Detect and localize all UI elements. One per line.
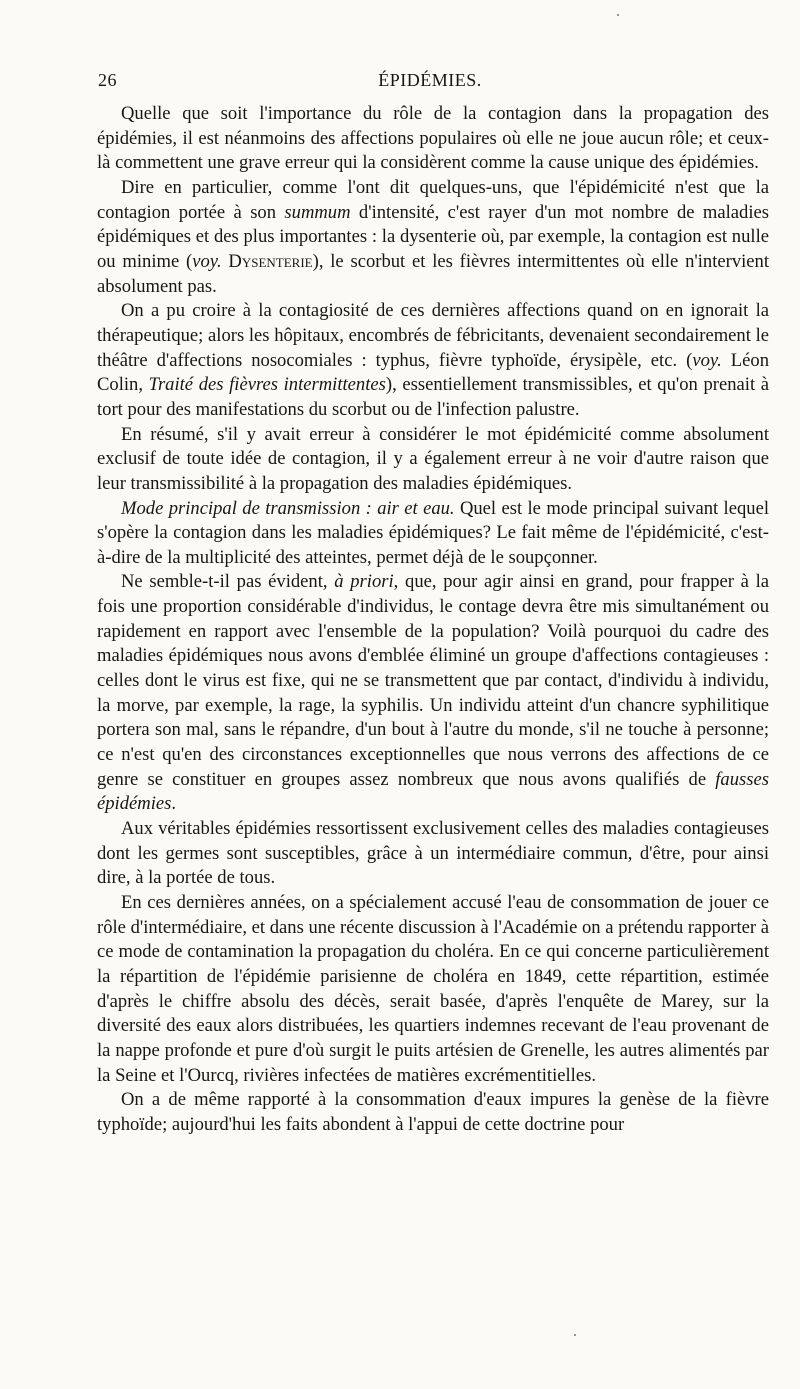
paragraph-epidemicite — [97, 176, 769, 299]
paragraph-a-priori — [97, 570, 769, 817]
italic-fausses-epidemies: fausses épidémies — [97, 768, 769, 815]
italic-a-priori: à priori — [334, 571, 394, 593]
paragraph-resume: En résumé, s'il y avait erreur à considérer le mot épidémicité comme absolument exclusif de toute idée de contagion, il y a également erreur à ne voir d'autre raison que leur transmissibilité à la propagation des maladies épidémiques. — [97, 423, 769, 494]
page-header — [98, 70, 762, 98]
text-run: ), essentiellement transmissibles, et qu'on prenait à tort pour des manifestations du scorbut ou de l'infection palustre. — [97, 374, 769, 420]
text-run: . — [171, 793, 177, 815]
section-heading-mode-transmission: Mode principal de transmission : air et eau. — [121, 497, 455, 519]
paragraph-fievre-typhoide: On a de même rapporté à la consommation d'eaux impures la genèse de la fièvre typhoïde; aujourd'hui les faits abondent à l'appui de cette doctrine pour — [97, 1089, 769, 1135]
italic-voy: voy. — [192, 250, 222, 272]
running-title: ÉPIDÉMIES. — [378, 70, 482, 90]
text-run: On a pu croire à la contagiosité de ces dernières affections quand on en ignorait la thérapeutique; alors les hôpitaux, encombrés de fébricitants, devenaient secondairement le théâtre d'affections nosocomiales : typhus, fièvre typhoïde, érysipèle, etc. ( — [97, 300, 769, 371]
text-run: ), le scorbut et les fièvres intermittentes où elle n'intervient absolument pas. — [97, 250, 769, 297]
paragraph-veritables-epidemies: Aux véritables épidémies ressortissent exclusivement celles des maladies contagieuses dont les germes sont susceptibles, grâce à un intermédiaire commun, d'être, pour ainsi dire, à la portée de tous. — [97, 818, 769, 889]
body-text — [97, 102, 769, 1138]
text-run: Quel est le mode principal suivant lequel s'opère la contagion dans les maladies épidémiques? Le fait même de l'épidémicité, c'est-à-dire de la multiplicité des atteintes, permet déjà de le soupçonner. — [97, 497, 769, 568]
text-run: Dire en particulier, comme l'ont dit quelques-uns, que l'épidémicité n'est que la contagion portée à son — [97, 176, 769, 223]
paragraph-contagion-role: Quelle que soit l'importance du rôle de la contagion dans la propagation des épidémies, il est néanmoins des affections populaires où elle ne joue aucun rôle; et ceux-là commettent une grave erreur qui la considèrent comme la cause unique des épidémies. — [97, 103, 769, 174]
paper-speck — [617, 14, 619, 16]
paper-speck — [574, 1334, 576, 1336]
text-run: Léon Colin, — [97, 349, 769, 396]
italic-book-title: Traité des fièvres intermittentes — [148, 374, 386, 396]
page-number: 26 — [98, 70, 117, 90]
italic-voy: voy. — [692, 349, 722, 371]
cross-reference-dysenterie: Dysenterie — [228, 250, 313, 272]
text-run: Ne semble-t-il pas évident, — [121, 571, 335, 593]
text-run: d'intensité, c'est rayer d'un mot nombre de maladies épidémiques et des plus importantes : la dysenterie où, par exemple, la contagion est nulle ou minime ( — [97, 201, 769, 272]
paragraph-eau-consommation: En ces dernières années, on a spécialement accusé l'eau de consommation de jouer ce rôle d'intermédiaire, et dans une récente discussion à l'Académie on a prétendu rapporter à ce mode de contamination la propagation du choléra. En ce qui concerne particulièrement la répartition de l'épidémie parisienne de choléra en 1849, cette répartition, estimée d'après le chiffre absolu des décès, serait basée, d'après l'enquête de Marey, sur la diversité des eaux alors distribuées, les quartiers indemnes recevant de l'eau provenant de la nappe profonde et pure d'où surgit le puits artésien de Grenelle, les autres alimentés par la Seine et l'Ourcq, rivières infectées de matières excrémentitielles. — [97, 892, 769, 1086]
paragraph-contagiosite — [97, 299, 769, 422]
italic-term-summum: summum — [284, 201, 351, 223]
text-run: , que, pour agir ainsi en grand, pour frapper à la fois une proportion considérable d'individus, le contage devra être mis simultanément ou rapidement en rapport avec l'ensemble de la population? Voilà pourquoi du cadre des maladies épidémiques nous avons d'emblée éliminé un groupe d'affections contagieuses : celles dont le virus est fixe, qui ne se transmettent que par contact, d'individu à individu, la morve, par exemple, la rage, la syphilis. Un individu atteint d'un chancre syphilitique portera son mal, sans le répandre, d'un bout à l'autre du monde, s'il ne touche à personne; ce n'est qu'en des circonstances exceptionnelles que nous verrons des affections de ce genre se constituer en groupes assez nombreux que nous avons qualifiés de — [97, 571, 770, 790]
paragraph-mode-transmission — [97, 497, 769, 571]
